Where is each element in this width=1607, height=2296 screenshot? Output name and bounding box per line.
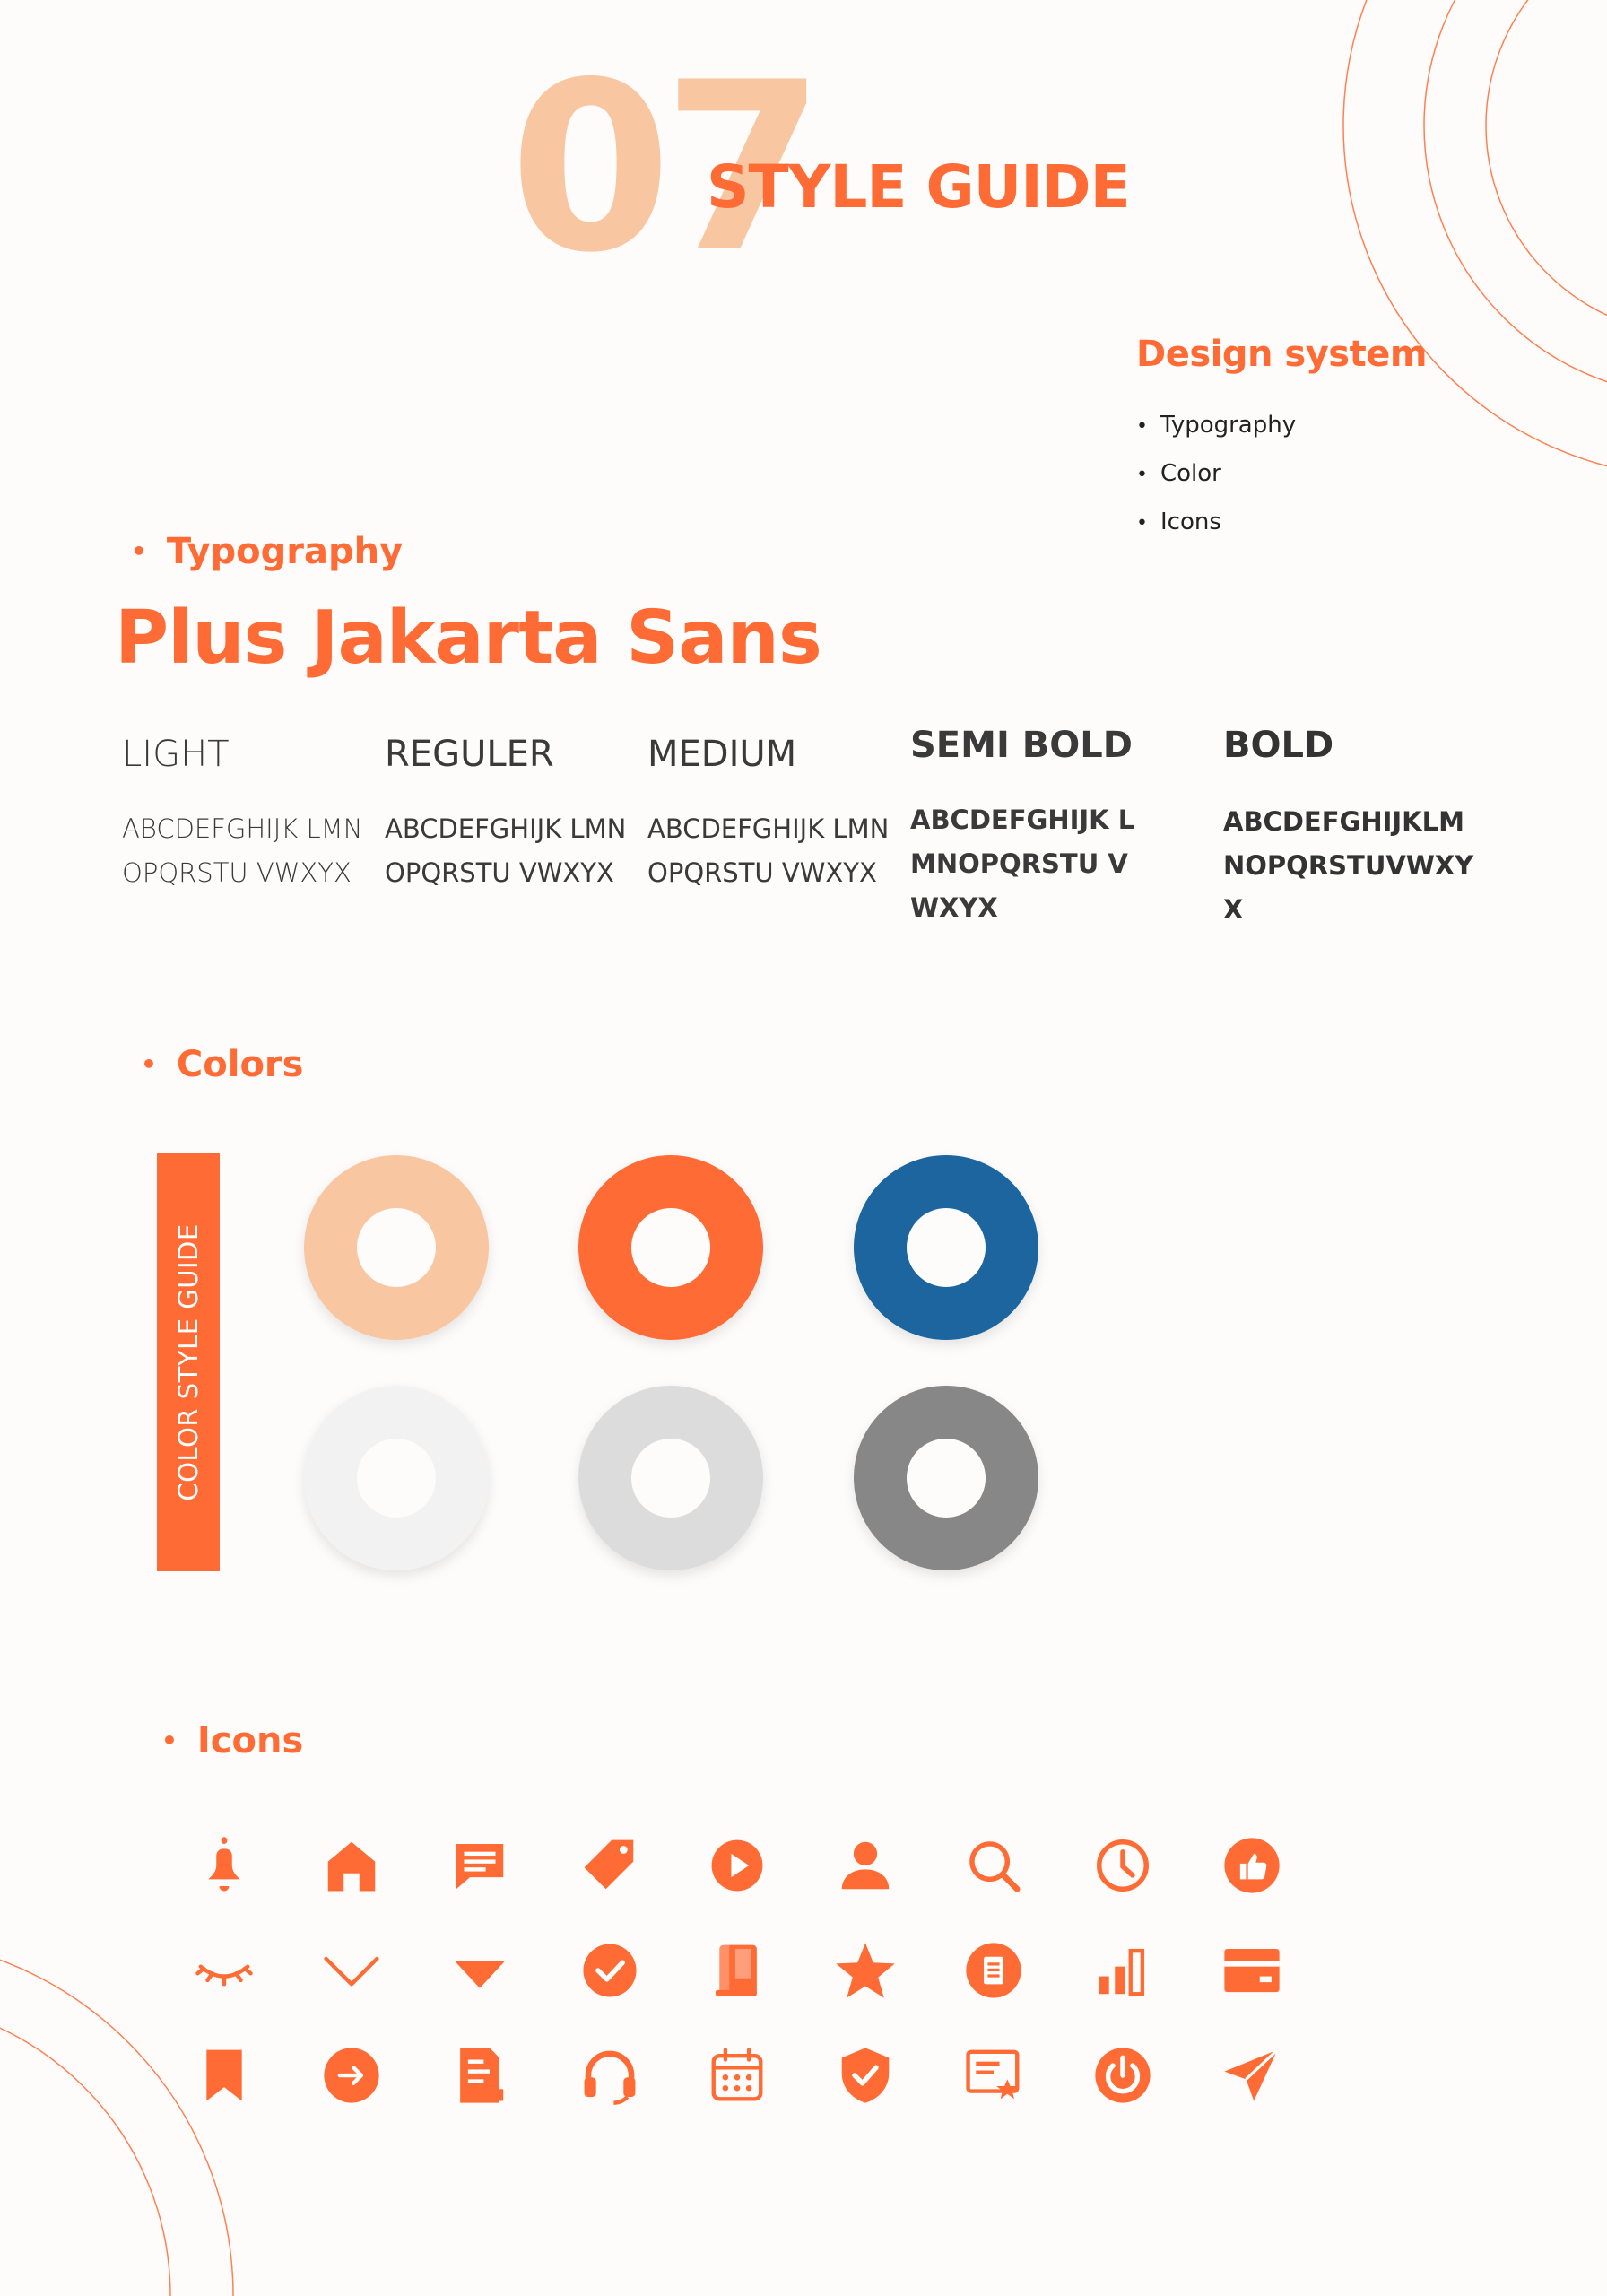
calendar-icon — [703, 2041, 771, 2109]
design-system-item-typography: • Typography — [1136, 404, 1296, 452]
book-icon — [703, 1936, 771, 2005]
design-system-title: Design system — [1136, 334, 1428, 375]
document-circle-icon — [960, 1936, 1028, 2005]
weight-label: MEDIUM — [647, 734, 797, 775]
icons-heading-label: Icons — [196, 1720, 304, 1761]
star-icon — [831, 1936, 899, 2005]
font-name: Plus Jakarta Sans — [115, 596, 821, 681]
certificate-icon — [960, 2041, 1028, 2109]
weight-sample: ABCDEFGHIJK LMNOPQRSTU VWXYX — [122, 813, 363, 888]
bullet: • — [161, 1726, 178, 1755]
user-icon — [831, 1831, 899, 1900]
weight-medium — [647, 734, 890, 895]
weight-sample: ABCDEFGHIJK LMNOPQRSTU VWXYX — [910, 804, 1135, 923]
color-swatch-peach — [304, 1155, 489, 1340]
weight-sample: ABCDEFGHIJK LMNOPQRSTU VWXYX — [647, 813, 890, 888]
weight-bold — [1223, 725, 1483, 932]
typography-heading — [131, 531, 403, 572]
headphones-icon — [576, 2041, 644, 2109]
message-icon — [446, 1831, 514, 1900]
color-swatch-orange — [578, 1155, 763, 1340]
typography-heading-label: Typography — [166, 531, 404, 572]
design-system-list — [1136, 404, 1296, 549]
colors-heading-label: Colors — [176, 1044, 304, 1085]
design-system-item-icons: • Icons — [1136, 500, 1296, 549]
color-style-guide-label: COLOR STYLE GUIDE — [173, 1223, 204, 1501]
weight-regular — [385, 734, 627, 895]
send-icon — [1218, 2041, 1286, 2109]
weight-label: LIGHT — [122, 734, 230, 775]
weight-light — [122, 734, 364, 895]
page-title: STYLE GUIDE — [707, 152, 1130, 222]
bar-chart-icon — [1089, 1936, 1157, 2005]
color-swatch-blue — [854, 1155, 1038, 1340]
color-swatch-dark-gray — [854, 1386, 1038, 1570]
clock-icon — [1089, 1831, 1157, 1900]
chevron-down-icon — [317, 1936, 386, 2005]
section-number: 07 — [509, 33, 816, 304]
thumbs-up-icon — [1218, 1831, 1286, 1900]
bullet: • — [141, 1049, 157, 1079]
tag-icon — [576, 1831, 644, 1900]
search-icon — [960, 1831, 1028, 1900]
caret-down-icon — [446, 1936, 514, 2005]
weight-sample: ABCDEFGHIJKLM NOPQRSTUVWXY X — [1223, 806, 1474, 925]
weight-label: REGULER — [385, 734, 554, 775]
play-icon — [703, 1831, 771, 1900]
weight-sample: ABCDEFGHIJK LMNOPQRSTU VWXYX — [385, 813, 627, 888]
power-icon — [1089, 2041, 1157, 2109]
colors-heading — [141, 1044, 303, 1085]
shield-check-icon — [831, 2041, 899, 2109]
bell-icon — [190, 1831, 258, 1900]
home-icon — [317, 1831, 386, 1900]
credit-card-icon — [1218, 1936, 1286, 2005]
color-swatch-gray — [578, 1386, 763, 1570]
receipt-icon — [446, 2041, 514, 2109]
bookmark-icon — [190, 2041, 258, 2109]
weight-label: BOLD — [1223, 725, 1334, 766]
arrow-right-circle-icon — [317, 2041, 386, 2109]
weight-semibold — [910, 725, 1152, 930]
color-swatch-light-gray — [304, 1386, 489, 1570]
bullet: • — [131, 536, 147, 566]
check-circle-icon — [576, 1936, 644, 2005]
icons-heading — [161, 1720, 303, 1761]
weight-label: SEMI BOLD — [910, 725, 1133, 766]
design-system-item-color: • Color — [1136, 452, 1296, 500]
eye-closed-icon — [190, 1936, 258, 2005]
